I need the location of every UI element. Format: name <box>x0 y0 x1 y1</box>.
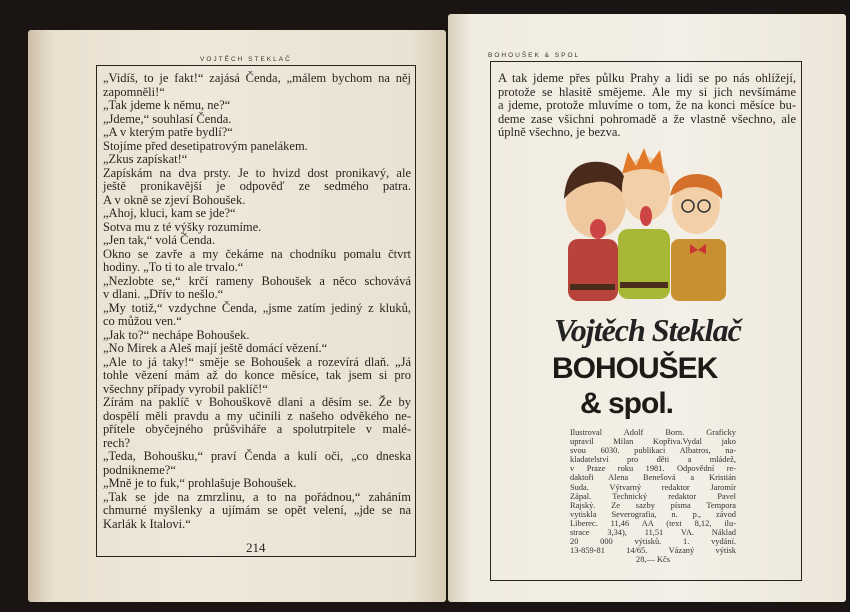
text-line: úplně všechno, je bezva. <box>498 125 621 139</box>
book-title-line2: & spol. <box>580 387 674 420</box>
text-line: „Zkus zapískat!“ <box>103 152 188 166</box>
text-line: Zápal. Technický redaktor Pavel <box>570 491 736 501</box>
text-line: Suda. Výtvarný redaktor Jaromír <box>570 482 736 492</box>
boy-right <box>670 174 726 301</box>
text-line: 13-859-81 14/65. Vázaný výtisk <box>570 546 736 556</box>
running-head-left: VOJTĚCH STEKLAČ <box>200 56 292 63</box>
text-line: vytiskla Severografia, n. p., závod <box>570 509 736 519</box>
text-line: „Jdeme,“ souhlasí Čenda. <box>103 111 232 126</box>
text-line: „Mně je to fuk,“ prohlašuje Bohoušek. <box>103 476 297 490</box>
right-page-text <box>498 72 796 140</box>
text-line: Okno se zavře a my čekáme na chodníku pomalu čtvrt <box>103 246 411 261</box>
three-boys-illustration <box>556 144 736 304</box>
text-line: Zapískám na dva prsty. Je to hvizd dost pronikavý, ale <box>103 165 411 180</box>
text-line: Liberec. 11,46 AA (text 8,12, ilu- <box>570 518 736 528</box>
text-line: tohle vězení mám až do konce měsíce, tak jsem si pro <box>103 368 411 382</box>
text-line: všechny případy vyrobil paklíč!“ <box>103 381 268 396</box>
text-line: 28,— Kčs <box>636 555 670 565</box>
text-line: ještě pronikavější je odpověď ze sedmého patra. <box>103 179 411 193</box>
text-line: strace 3,34), 11,51 VA. Náklad <box>570 528 736 538</box>
text-line: podnikneme?“ <box>103 462 176 477</box>
text-line: „A v kterým patře bydlí?“ <box>103 125 233 139</box>
text-line: deme zase všichni pohromadě a že vlastně všechno, ale <box>498 111 796 126</box>
page-number: 214 <box>246 540 266 555</box>
text-line: „Vidíš, to je fakt!“ zajásá Čenda, „málem bychom na něj <box>103 71 411 85</box>
book-title-line1: BOHOUŠEK <box>552 352 718 385</box>
right-page <box>448 14 846 602</box>
text-line: „No Mirek a Aleš mají ještě domácí vězení.“ <box>103 341 328 355</box>
text-line: v dlani. „Dřív to nešlo.“ <box>103 287 224 301</box>
text-line: zapomněli!“ <box>103 84 165 99</box>
boy-left <box>564 162 627 301</box>
text-line: Sotva mu z té výšky rozumíme. <box>103 219 262 234</box>
author-name-logo: Vojtěch Steklač <box>554 312 741 348</box>
text-line: rech? <box>103 435 131 450</box>
text-line: přítele obyčejného průšviháře a spolutrpitele v malé- <box>103 422 411 436</box>
text-line: protože se hlasitě smějeme. Ale my si jich nevšímáme <box>498 84 796 99</box>
text-line: 20 000 výtisků. 1. vydání. <box>570 537 736 547</box>
text-line: Rajský. Ze sazby písma Tempora <box>570 500 736 510</box>
text-line: „Nezlobte se,“ krčí rameny Bohoušek a něco schovává <box>103 273 411 288</box>
text-line: dospělí měli pravdu a my učinili z našeho odvěkého ne- <box>103 408 411 423</box>
text-line: „My totiž,“ vzdychne Čenda, „jsme zatím jediný z kluků, <box>103 300 411 315</box>
text-line: svou 6030. publikaci Albatros, na- <box>570 446 736 456</box>
text-line: Stojíme před desetipatrovým panelákem. <box>103 138 308 153</box>
text-line: daktoři Alena Benešová a Kristián <box>570 473 736 483</box>
text-line: Karlák k Italovi.“ <box>103 516 191 531</box>
text-line: „Jak to?“ nechápe Bohoušek. <box>103 327 250 342</box>
text-line: upravil Milan Kopřiva.Vydal jako <box>570 437 736 447</box>
text-line: co můžou ven.“ <box>103 314 182 328</box>
text-line: a jdeme, protože mluvíme o tom, že na konci měsíce bu- <box>498 98 796 112</box>
left-page <box>28 30 446 602</box>
text-line: kladatelství pro děti a mládež, <box>570 455 736 465</box>
text-line: „Jen tak,“ volá Čenda. <box>103 233 216 247</box>
colophon <box>570 428 736 564</box>
text-line: „Ale to já taky!“ směje se Bohoušek a rozevírá dlaň. „Já <box>103 354 411 369</box>
text-line: v Praze roku 1981. Odpovědní re- <box>570 464 736 474</box>
text-line: „Tak se jde na zmrzlinu, a to na pořádnou,“ zaháním <box>103 489 411 504</box>
text-line: Ilustroval Adolf Born. Graficky <box>570 428 736 437</box>
text-line: „Ahoj, kluci, kam se jde?“ <box>103 206 236 220</box>
text-line: hodiny. „To ti to ale trvalo.“ <box>103 260 244 274</box>
left-page-text <box>103 72 411 531</box>
text-line: chmurné myšlenky a ujímám se opět velení, „jde se na <box>103 503 411 517</box>
text-line: „Tak jdeme k němu, ne?“ <box>103 98 231 112</box>
text-line: Zírám na paklíč v Bohouškově dlani a děsím se. Že by <box>103 395 411 409</box>
text-line: A v okně se zjeví Bohoušek. <box>103 192 246 207</box>
boy-middle <box>618 148 670 299</box>
text-line: „Teda, Bohoušku,“ praví Čenda a kulí oči, „co dneska <box>103 449 411 463</box>
running-head-right: BOHOUŠEK & SPOL <box>488 52 581 59</box>
text-line: A tak jdeme přes půlku Prahy a lidi se po nás ohlížejí, <box>498 71 796 85</box>
